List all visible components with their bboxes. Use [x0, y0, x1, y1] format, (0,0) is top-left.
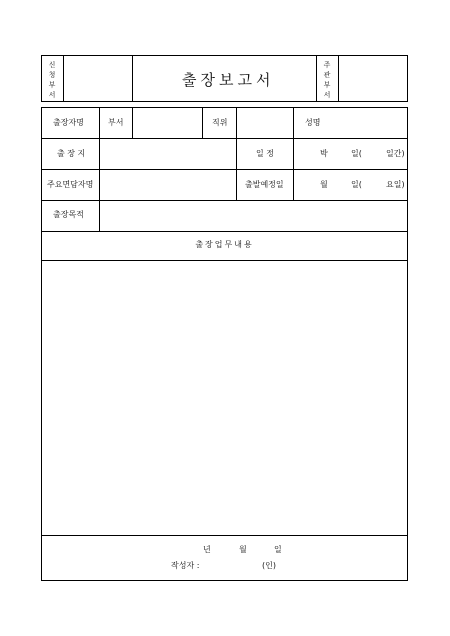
header-divider-3 — [316, 55, 317, 102]
destination-label: 출 장 지 — [57, 149, 86, 158]
left-column-divider — [99, 107, 100, 231]
year-label: 년 — [203, 545, 211, 554]
middle-divider — [236, 107, 237, 200]
writer-label: 작성자 : — [171, 561, 200, 570]
department-label: 부서 — [108, 118, 124, 127]
page-title: 출장보고서 — [182, 71, 275, 89]
month-label: 월 — [320, 180, 328, 189]
business-content-title: 출장업무내용 — [195, 240, 254, 249]
weekday-label: 요일) — [386, 180, 405, 189]
row-separator-4 — [41, 231, 408, 232]
row-separator-2 — [41, 169, 408, 170]
month-label-footer: 월 — [239, 545, 247, 554]
managing-department-label: 주관부서 — [323, 61, 331, 99]
day-label: 일( — [351, 180, 362, 189]
position-label: 직위 — [212, 118, 228, 127]
nights-label: 박 — [320, 149, 328, 158]
name-label: 성명 — [305, 118, 321, 127]
day-label-footer: 일 — [274, 545, 282, 554]
header-divider-1 — [63, 55, 64, 102]
applicant-department-label: 신청부서 — [48, 61, 56, 99]
seal-label: (인) — [262, 561, 276, 570]
dept-value-divider-left — [132, 107, 133, 138]
departure-date-label: 출발예정일 — [245, 180, 284, 189]
schedule-label: 일 정 — [256, 149, 274, 158]
traveler-name-label: 출장자명 — [53, 118, 84, 127]
business-content-area[interactable] — [42, 261, 407, 535]
purpose-label: 출장목적 — [53, 210, 84, 219]
row-separator-1 — [41, 138, 408, 139]
right-value-divider — [293, 107, 294, 200]
main-interviewee-label: 주요면담자명 — [47, 180, 94, 189]
days-label: 일( — [351, 149, 362, 158]
header-divider-2 — [132, 55, 133, 102]
header-divider-4 — [338, 55, 339, 102]
dept-value-divider-right — [202, 107, 203, 138]
footer-separator — [41, 535, 408, 536]
days-end-label: 일간) — [386, 149, 405, 158]
row-separator-3 — [41, 200, 408, 201]
